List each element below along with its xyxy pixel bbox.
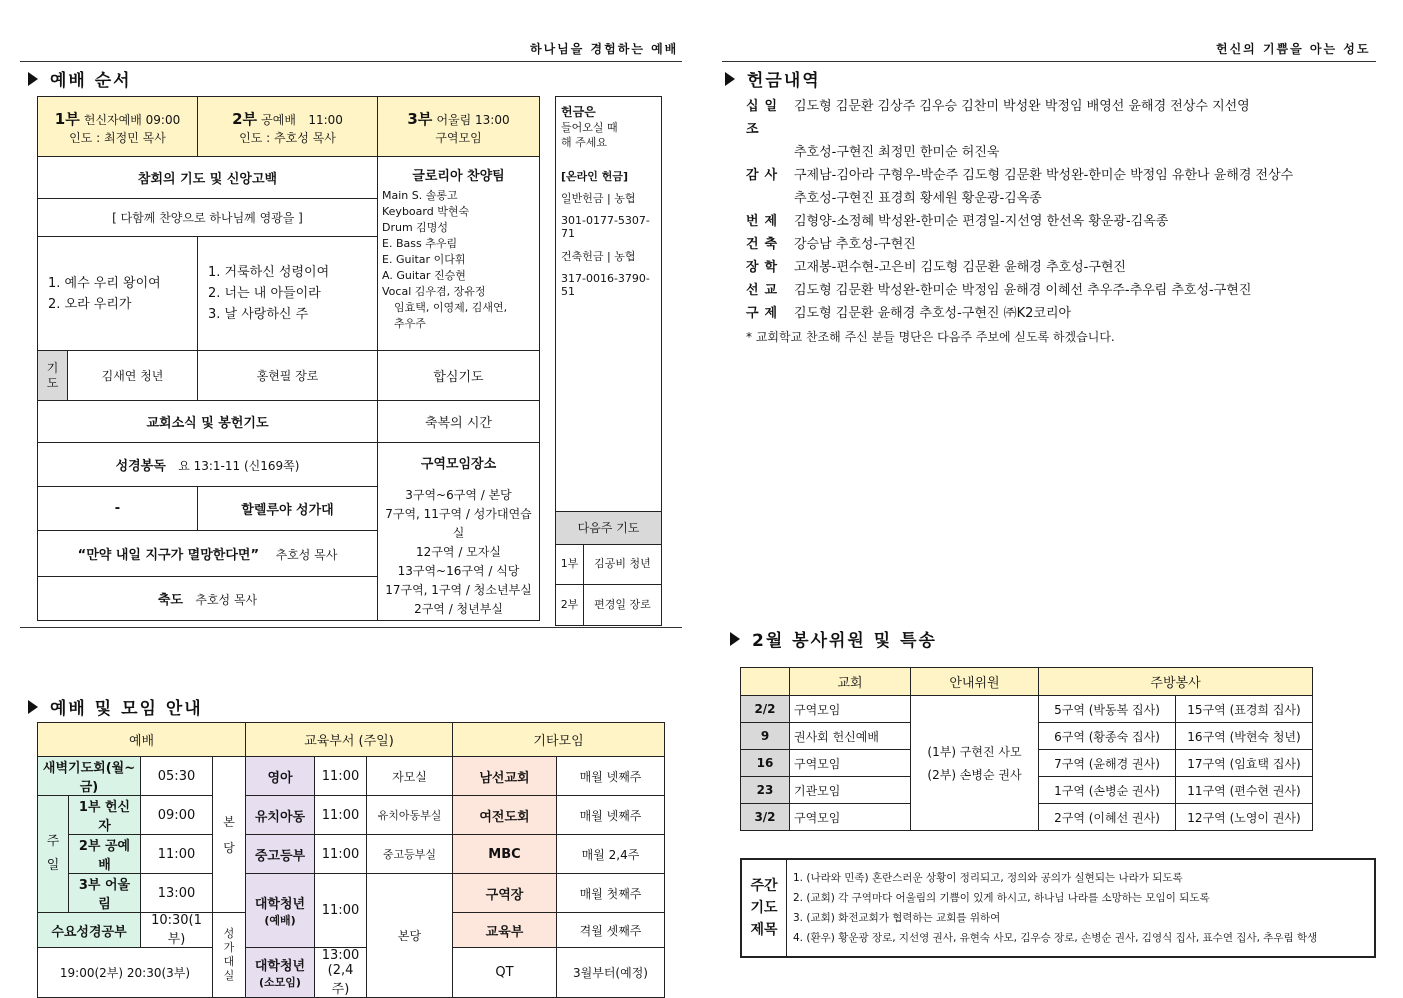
main-hall-cell: 본당 (213, 757, 246, 913)
praise-team-member: E. Bass 추우림 (382, 237, 458, 250)
confession-cell: 참회의 기도 및 신앙고백 (38, 157, 378, 199)
offering-row: 추호성-구현진 최정민 한미순 허진욱 (794, 145, 1000, 160)
news-cell: 교회소식 및 봉헌기도 (38, 401, 378, 443)
triangle-icon (725, 72, 735, 86)
district-place: 3구역~6구역 / 본당 (405, 488, 512, 502)
prayer-2-cell: 홍현필 장로 (198, 351, 378, 401)
prayer-topic: 1. (나라와 민족) 혼란스러운 상황이 정리되고, 정의와 공의가 실현되는 나라가 되도록 (793, 872, 1183, 884)
guide-cell: (1부) 구현진 사모 (2부) 손병순 권사 (911, 696, 1039, 831)
header-rule-left (20, 61, 682, 62)
triangle-icon (28, 700, 38, 714)
service-2-cell: 2부 공예배 11:00 인도 : 추호성 목사 (198, 97, 378, 157)
district-place: 7구역, 11구역 / 성가대연습실 (385, 507, 532, 540)
praise-team-member: 임효택, 이영제, 김새연, (394, 301, 508, 314)
reading-cell: 성경봉독 요 13:1-11 (신169쪽) (38, 443, 378, 487)
header-worship: 예배 (38, 723, 246, 757)
prayer-topic: 4. (환우) 황운광 장로, 지선영 권사, 유현숙 사모, 김우승 장로, 손병순 권사, 김영식 집사, 표수연 집사, 추우림 학생 (793, 932, 1318, 944)
header-edu: 교육부서 (주일) (246, 723, 453, 757)
section-worship-title: 예배 순서 (28, 66, 132, 91)
next-prayer-row: 2부 편경일 장로 (556, 585, 661, 625)
district-place: 13구역~16구역 / 식당 (397, 564, 520, 578)
prayer-1-cell: 김새연 청년 (68, 351, 198, 401)
district-place: 12구역 / 모자실 (416, 545, 501, 559)
header-rule-right (722, 61, 1376, 62)
praise-team-member: Vocal 김우겸, 장유정 (382, 285, 486, 298)
praise-team-list (382, 188, 535, 332)
choir-room-cell: 성가대실 (213, 913, 246, 998)
header-right: 헌신의 기쁨을 아는 성도 (1216, 42, 1371, 56)
service-1-cell: 1부 헌신자예배 09:00 인도 : 최정민 목사 (38, 97, 198, 157)
offering-row: 선교 김도형 김문환 박성완-한미순 박정임 윤해경 이혜선 추우주-추우림 추호성-구현진 (746, 283, 1252, 298)
district-place-cell: 구역모임장소 3구역~6구역 / 본당 7구역, 11구역 / 성가대연습실 12구역 / 모자실 13구역~16구역 / 식당 17구역, 1구역 / 청소년부실 2구역 / 청년부실 (378, 443, 540, 621)
song-item: 1. 거룩하신 성령이여 (208, 265, 330, 280)
online-title: [온라인 헌금] (561, 170, 629, 183)
header-etc: 기타모임 (453, 723, 665, 757)
prayer-topics-box (740, 858, 1376, 958)
songs-2-cell (198, 237, 378, 351)
praise-team-member: Drum 김명성 (382, 221, 449, 234)
triangle-icon (28, 72, 38, 86)
college2-time-cell: 13:00 (2,4주) (315, 948, 367, 998)
college-cell: 대학청년 (예배) (246, 874, 315, 948)
offering-row: 십일조 김도형 김문환 김상주 김우승 김찬미 박성완 박정임 배영선 윤해경 전상수 지선영 (746, 99, 1250, 137)
offering-row: 감사 구제남-김아라 구형우-박순주 김도형 김문환 박성완-한미순 박정임 유한나 윤해경 전상수 (746, 168, 1294, 183)
song-item: 1. 예수 우리 왕이여 (48, 275, 161, 291)
volunteers-table: 교회 안내위원 주방봉사 2/2 구역모임 (1부) 구현진 사모 (2부) 손병순 권사 5구역 (박동복 집사) 15구역 (표경희 집사) 9 권사회 헌신예배 6구역 (황종숙 집사) 16구역 (박현숙 청년) 16 구역모임 7구역 (윤해경 권사) 17구역 (임효택 집사) 23 기관모임 1구역 (손병순 권사) 11구역 (편수현 권사) 3/2 구역모임 2구역 (이혜선 권사) 12구역 (노영이 권사) (740, 667, 1313, 831)
songs-1-cell (38, 237, 198, 351)
praise-call-cell: [ 다함께 찬양으로 하나님께 영광을 ] (38, 199, 378, 237)
offering-row: 구제 김도형 김문환 윤해경 추호성-구현진 ㈜K2코리아 (746, 306, 1072, 321)
general-account: 301-0177-5307-71 (561, 214, 650, 240)
choir-cell: 할렐루야 성가대 (198, 487, 378, 531)
prayer-topic: 2. (교회) 각 구역마다 어울림의 기쁨이 있게 하시고, 하나님 나라를 소망하는 모임이 되도록 (793, 892, 1210, 904)
praise-team-member: 추우주 (394, 317, 426, 330)
offer-line: 들어오실 때 (561, 121, 618, 134)
offering-side-box: 헌금은 들어오실 때 해 주세요 [온라인 헌금] 일반헌금 | 농협 301-0177-5307-71 건축헌금 | 농협 317-0016-3790-51 다음주 기도 1부 김공비 청년 2부 편경일 장로 (555, 96, 662, 626)
prayer-label-cell: 기도 (38, 351, 68, 401)
dawn-prayer: 새벽기도회(월~금) (38, 757, 141, 796)
meetings-table: 예배 교육부서 (주일) 기타모임 새벽기도회(월~금) 05:30 본당 영아 11:00 자모실 남선교회 매월 넷째주 주일 1부 헌신자 09:00 유치아동 11:00 유치아동부실 여전도회 매월 넷째주 2부 공예배 11:00 중고등부 11:00 중고등부실 MBC 매월 2,4주 3부 어울림 13:00 대학청년 (예배) 11:00 본당 구역장 매월 첫째주 수요성경공부 10:30(1부) 성가대실 교육부 격월 셋째주 19:00(2부) 20:30(3부) 대학청년 (소모임) 13:00 (2,4주) QT 3월부터(예정) (37, 722, 665, 998)
service-3-cell: 3부 어울림 13:00 구역모임 (378, 97, 540, 157)
build-account: 317-0016-3790-51 (561, 272, 650, 298)
offering-row: 추호성-구현진 표경희 황세원 황운광-김옥종 (794, 191, 1042, 206)
district-place: 2구역 / 청년부실 (414, 602, 503, 616)
song-item: 2. 오라 우리가 (48, 296, 132, 312)
song-item: 3. 날 사랑하신 주 (208, 307, 309, 322)
song-item: 2. 너는 내 아들이라 (208, 286, 321, 301)
next-prayer-title: 다음주 기도 (556, 511, 661, 545)
offering-row: 장학 고재봉-편수현-고은비 김도형 김문환 윤해경 추호성-구현진 (746, 260, 1126, 275)
offering-row: 번제 김형양-소정혜 박성완-한미순 편경일-지선영 한선옥 황운광-김옥종 (746, 214, 1169, 229)
worship-order-table (37, 96, 540, 621)
triangle-icon (730, 632, 740, 646)
prayer-3-cell: 합심기도 (378, 351, 540, 401)
praise-team-member: Keyboard 박현숙 (382, 205, 470, 218)
prayer-topics-label: 주간기도제목 (742, 860, 787, 956)
section-meetings-title: 예배 및 모임 안내 (28, 694, 203, 719)
section-offering-title: 헌금내역 (725, 66, 821, 91)
blessing-time-cell: 축복의 시간 (378, 401, 540, 443)
header-left: 하나님을 경험하는 예배 (530, 42, 679, 56)
sermon-cell: “만약 내일 지구가 멸망한다면” 추호성 목사 (38, 531, 378, 577)
offering-list (742, 95, 1372, 325)
praise-team-cell: 글로리아 찬양팀 Main S. 솔롱고 Keyboard 박현숙 Drum 김명성 E. Bass 추우림 E. Guitar 이다휘 A. Guitar 진승현 Vocal 김우겸, 장유정 임효택, 이영제, 김새연, 추우주 (378, 157, 540, 351)
divider (20, 627, 682, 628)
district-place: 17구역, 1구역 / 청소년부실 (385, 583, 532, 597)
praise-team-member: A. Guitar 진승현 (382, 269, 466, 282)
prayer-topic: 3. (교회) 화전교회가 협력하는 교회를 위하여 (793, 912, 1001, 924)
praise-team-member: E. Guitar 이다휘 (382, 253, 466, 266)
college2-cell: 대학청년 (소모임) (246, 948, 315, 998)
offer-line: 해 주세요 (561, 136, 608, 149)
next-prayer-row: 1부 김공비 청년 (556, 544, 661, 585)
praise-team-member: Main S. 솔롱고 (382, 189, 458, 202)
wed-study: 수요성경공부 (38, 913, 141, 948)
offering-row: 건축 강승남 추호성-구현진 (746, 237, 916, 252)
sunday-label: 주일 (38, 796, 69, 913)
dash-cell: - (38, 487, 198, 531)
section-volunteers-title: 2월 봉사위원 및 특송 (730, 626, 937, 651)
offer-title: 헌금은 (561, 105, 596, 119)
offering-note: * 교회학교 찬조해 주신 분들 명단은 다음주 주보에 싣도록 하겠습니다. (746, 330, 1115, 344)
benediction-cell: 축도 추호성 목사 (38, 577, 378, 621)
